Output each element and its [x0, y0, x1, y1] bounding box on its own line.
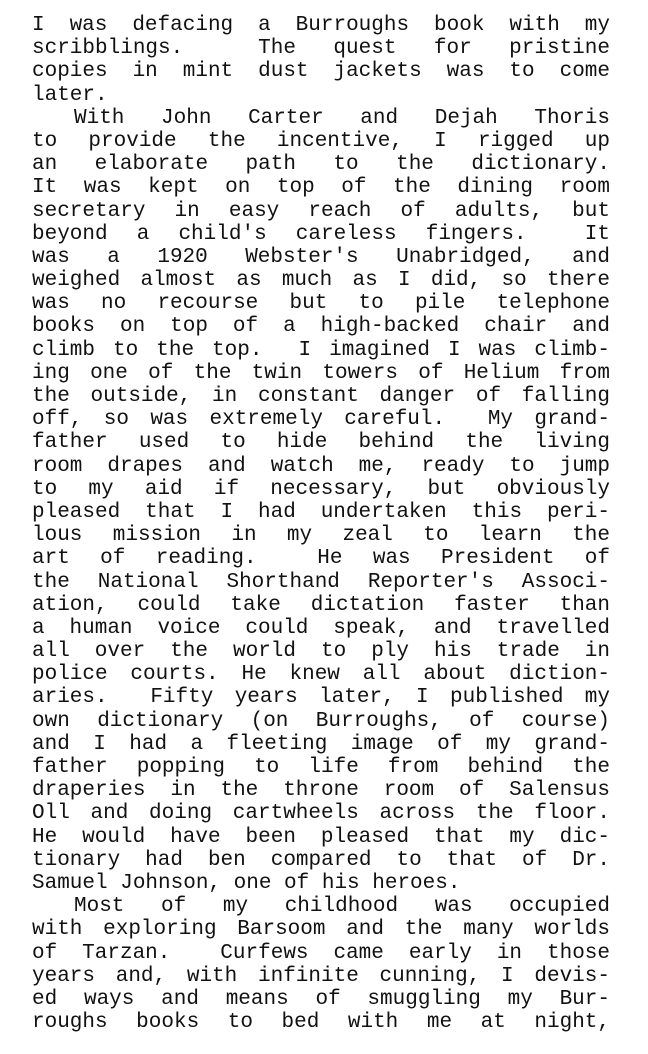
text-line: and I had a fleeting image of my grand-	[32, 732, 610, 756]
text-line: art of reading. He was President of	[32, 547, 610, 571]
document-page	[32, 14, 610, 1034]
text-line: all over the world to ply his trade in	[32, 640, 610, 664]
text-line: It was kept on top of the dining room	[32, 176, 610, 200]
text-line: police courts. He knew all about diction-	[32, 663, 610, 687]
text-line: books on top of a high-backed chair and	[32, 315, 610, 339]
text-line: years and, with infinite cunning, I devis-	[32, 964, 610, 988]
text-line: weighed almost as much as I did, so there	[32, 269, 610, 293]
text-line: ation, could take dictation faster than	[32, 593, 610, 617]
text-line: draperies in the throne room of Salensus	[32, 779, 610, 803]
text-line: I was defacing a Burroughs book with my	[32, 14, 610, 37]
text-line: He would have been pleased that my dic-	[32, 825, 610, 849]
text-line: a human voice could speak, and travelled	[32, 616, 610, 640]
text-line: copies in mint dust jackets was to come	[32, 60, 610, 84]
text-line: own dictionary (on Burroughs, of course)	[32, 709, 610, 733]
text-line: tionary had ben compared to that of Dr.	[32, 848, 610, 872]
text-line: pleased that I had undertaken this peri-	[32, 500, 610, 524]
text-line: roughs books to bed with me at night,	[32, 1011, 610, 1035]
text-line: the National Shorthand Reporter's Associ-	[32, 570, 610, 594]
text-line: aries. Fifty years later, I published my	[32, 686, 610, 710]
text-line: was no recourse but to pile telephone	[32, 292, 610, 316]
text-line: beyond a child's careless fingers. It	[32, 222, 610, 246]
text-line: to provide the incentive, I rigged up	[32, 129, 610, 153]
text-line: the outside, in constant danger of falling	[32, 385, 610, 408]
text-line: was a 1920 Webster's Unabridged, and	[32, 245, 610, 269]
text-line: scribblings. The quest for pristine	[32, 37, 610, 61]
text-line: father used to hide behind the living	[32, 431, 610, 455]
text-line: lous mission in my zeal to learn the	[32, 524, 610, 548]
text-line: an elaborate path to the dictionary.	[32, 153, 610, 177]
text-line: ed ways and means of smuggling my Bur-	[32, 987, 610, 1011]
text-line: Most of my childhood was occupied	[74, 895, 610, 919]
text-line: room drapes and watch me, ready to jump	[32, 454, 610, 478]
text-line: Oll and doing cartwheels across the floor.	[32, 802, 610, 826]
text-line: with exploring Barsoom and the many worlds	[32, 918, 610, 942]
text-line: father popping to life from behind the	[32, 756, 610, 779]
text-line: of Tarzan. Curfews came early in those	[32, 941, 610, 965]
text-line: later.	[32, 83, 108, 107]
text-line: to my aid if necessary, but obviously	[32, 477, 610, 501]
text-line: off, so was extremely careful. My grand-	[32, 408, 610, 432]
text-line: ing one of the twin towers of Helium from	[32, 361, 610, 385]
text-line: Samuel Johnson, one of his heroes.	[32, 871, 461, 895]
text-line: climb to the top. I imagined I was climb-	[32, 338, 610, 362]
text-line: secretary in easy reach of adults, but	[32, 199, 610, 223]
text-line: With John Carter and Dejah Thoris	[74, 106, 610, 130]
